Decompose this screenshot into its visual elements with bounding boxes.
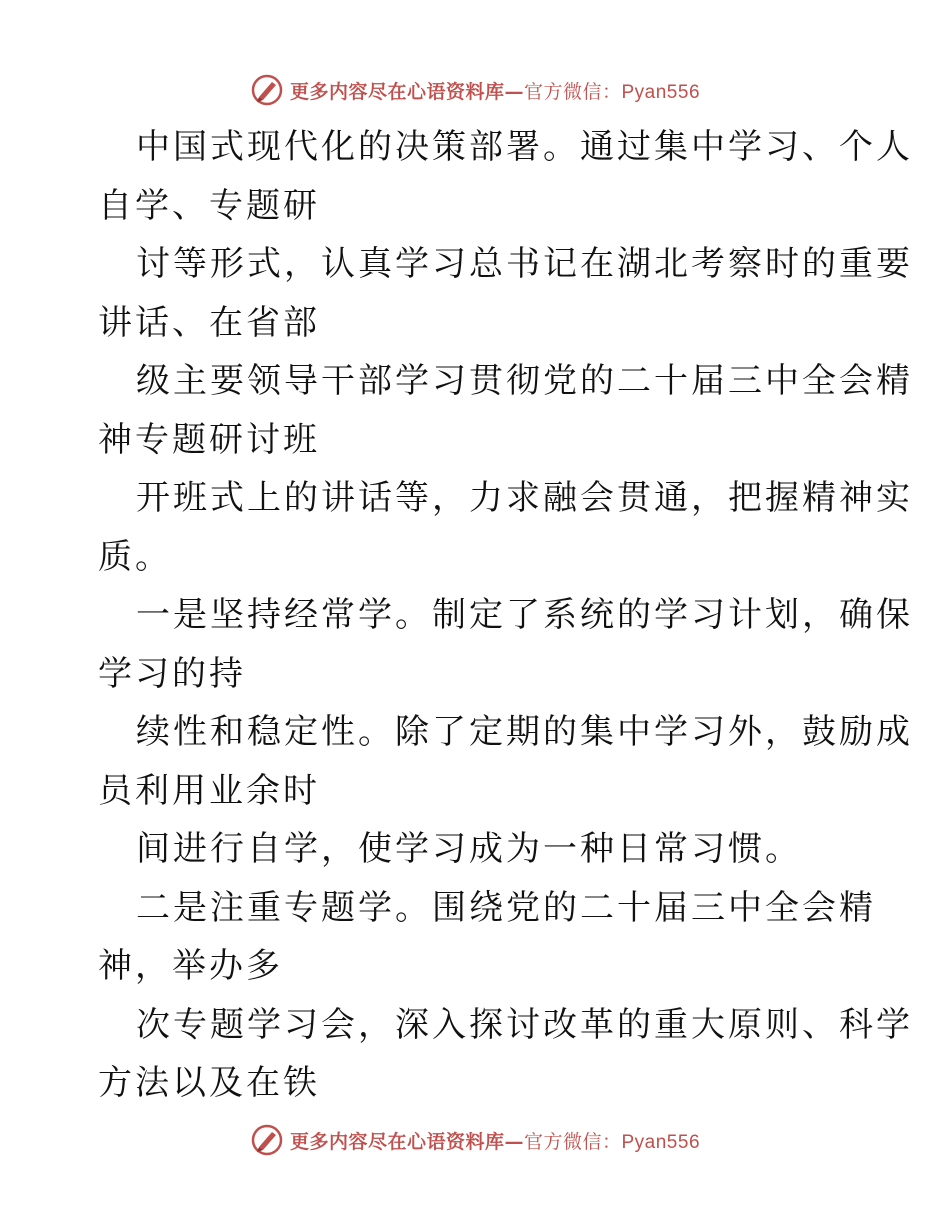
paragraph-line: 员利用业余时	[98, 770, 320, 811]
footer-site-text: 更多内容尽在心语资料库	[289, 1130, 505, 1153]
paragraph-line: 级主要领导干部学习贯彻党的二十届三中全会精	[136, 361, 913, 401]
paragraph-line: 神专题研讨班	[98, 419, 320, 460]
header-banner-text	[290, 77, 700, 104]
paragraph-line: 讲话、在省部	[98, 302, 320, 343]
header-wechat-id: Pyan556	[621, 81, 701, 103]
paragraph-line: 间进行自学，使学习成为一种日常习惯。	[136, 829, 802, 869]
paragraph-line: 续性和稳定性。除了定期的集中学习外，鼓励成	[136, 712, 913, 752]
header-wechat-label: 官方微信：	[523, 80, 622, 103]
pen-logo-icon	[250, 73, 284, 107]
header-separator: —	[504, 80, 524, 103]
paragraph-line: 一是坚持经常学。制定了系统的学习计划，确保	[136, 595, 913, 635]
paragraph-line: 学习的持	[98, 653, 246, 694]
paragraph-line: 讨等形式，认真学习总书记在湖北考察时的重要	[136, 244, 913, 284]
paragraph-line: 神，举办多	[98, 946, 283, 986]
footer-wechat-label: 官方微信：	[523, 1130, 622, 1153]
footer-separator: —	[504, 1130, 524, 1153]
header-site-text: 更多内容尽在心语资料库	[289, 80, 505, 103]
paragraph-line: 自学、专题研	[98, 185, 320, 226]
footer-banner-text	[290, 1127, 700, 1154]
paragraph-line: 方法以及在铁	[98, 1063, 320, 1103]
footer-banner	[0, 1122, 950, 1158]
paragraph-line: 中国式现代化的决策部署。通过集中学习、个人	[136, 127, 913, 167]
paragraph-line: 开班式上的讲话等，力求融会贯通，把握精神实	[136, 478, 913, 518]
paragraph-line: 二是注重专题学。围绕党的二十届三中全会精	[136, 887, 876, 928]
paragraph-line: 次专题学习会，深入探讨改革的重大原则、科学	[136, 1004, 913, 1045]
footer-wechat-id: Pyan556	[621, 1131, 701, 1153]
document-body	[98, 118, 913, 1113]
pen-logo-icon	[250, 1123, 284, 1157]
header-banner	[0, 72, 950, 108]
paragraph-line: 质。	[98, 536, 172, 577]
